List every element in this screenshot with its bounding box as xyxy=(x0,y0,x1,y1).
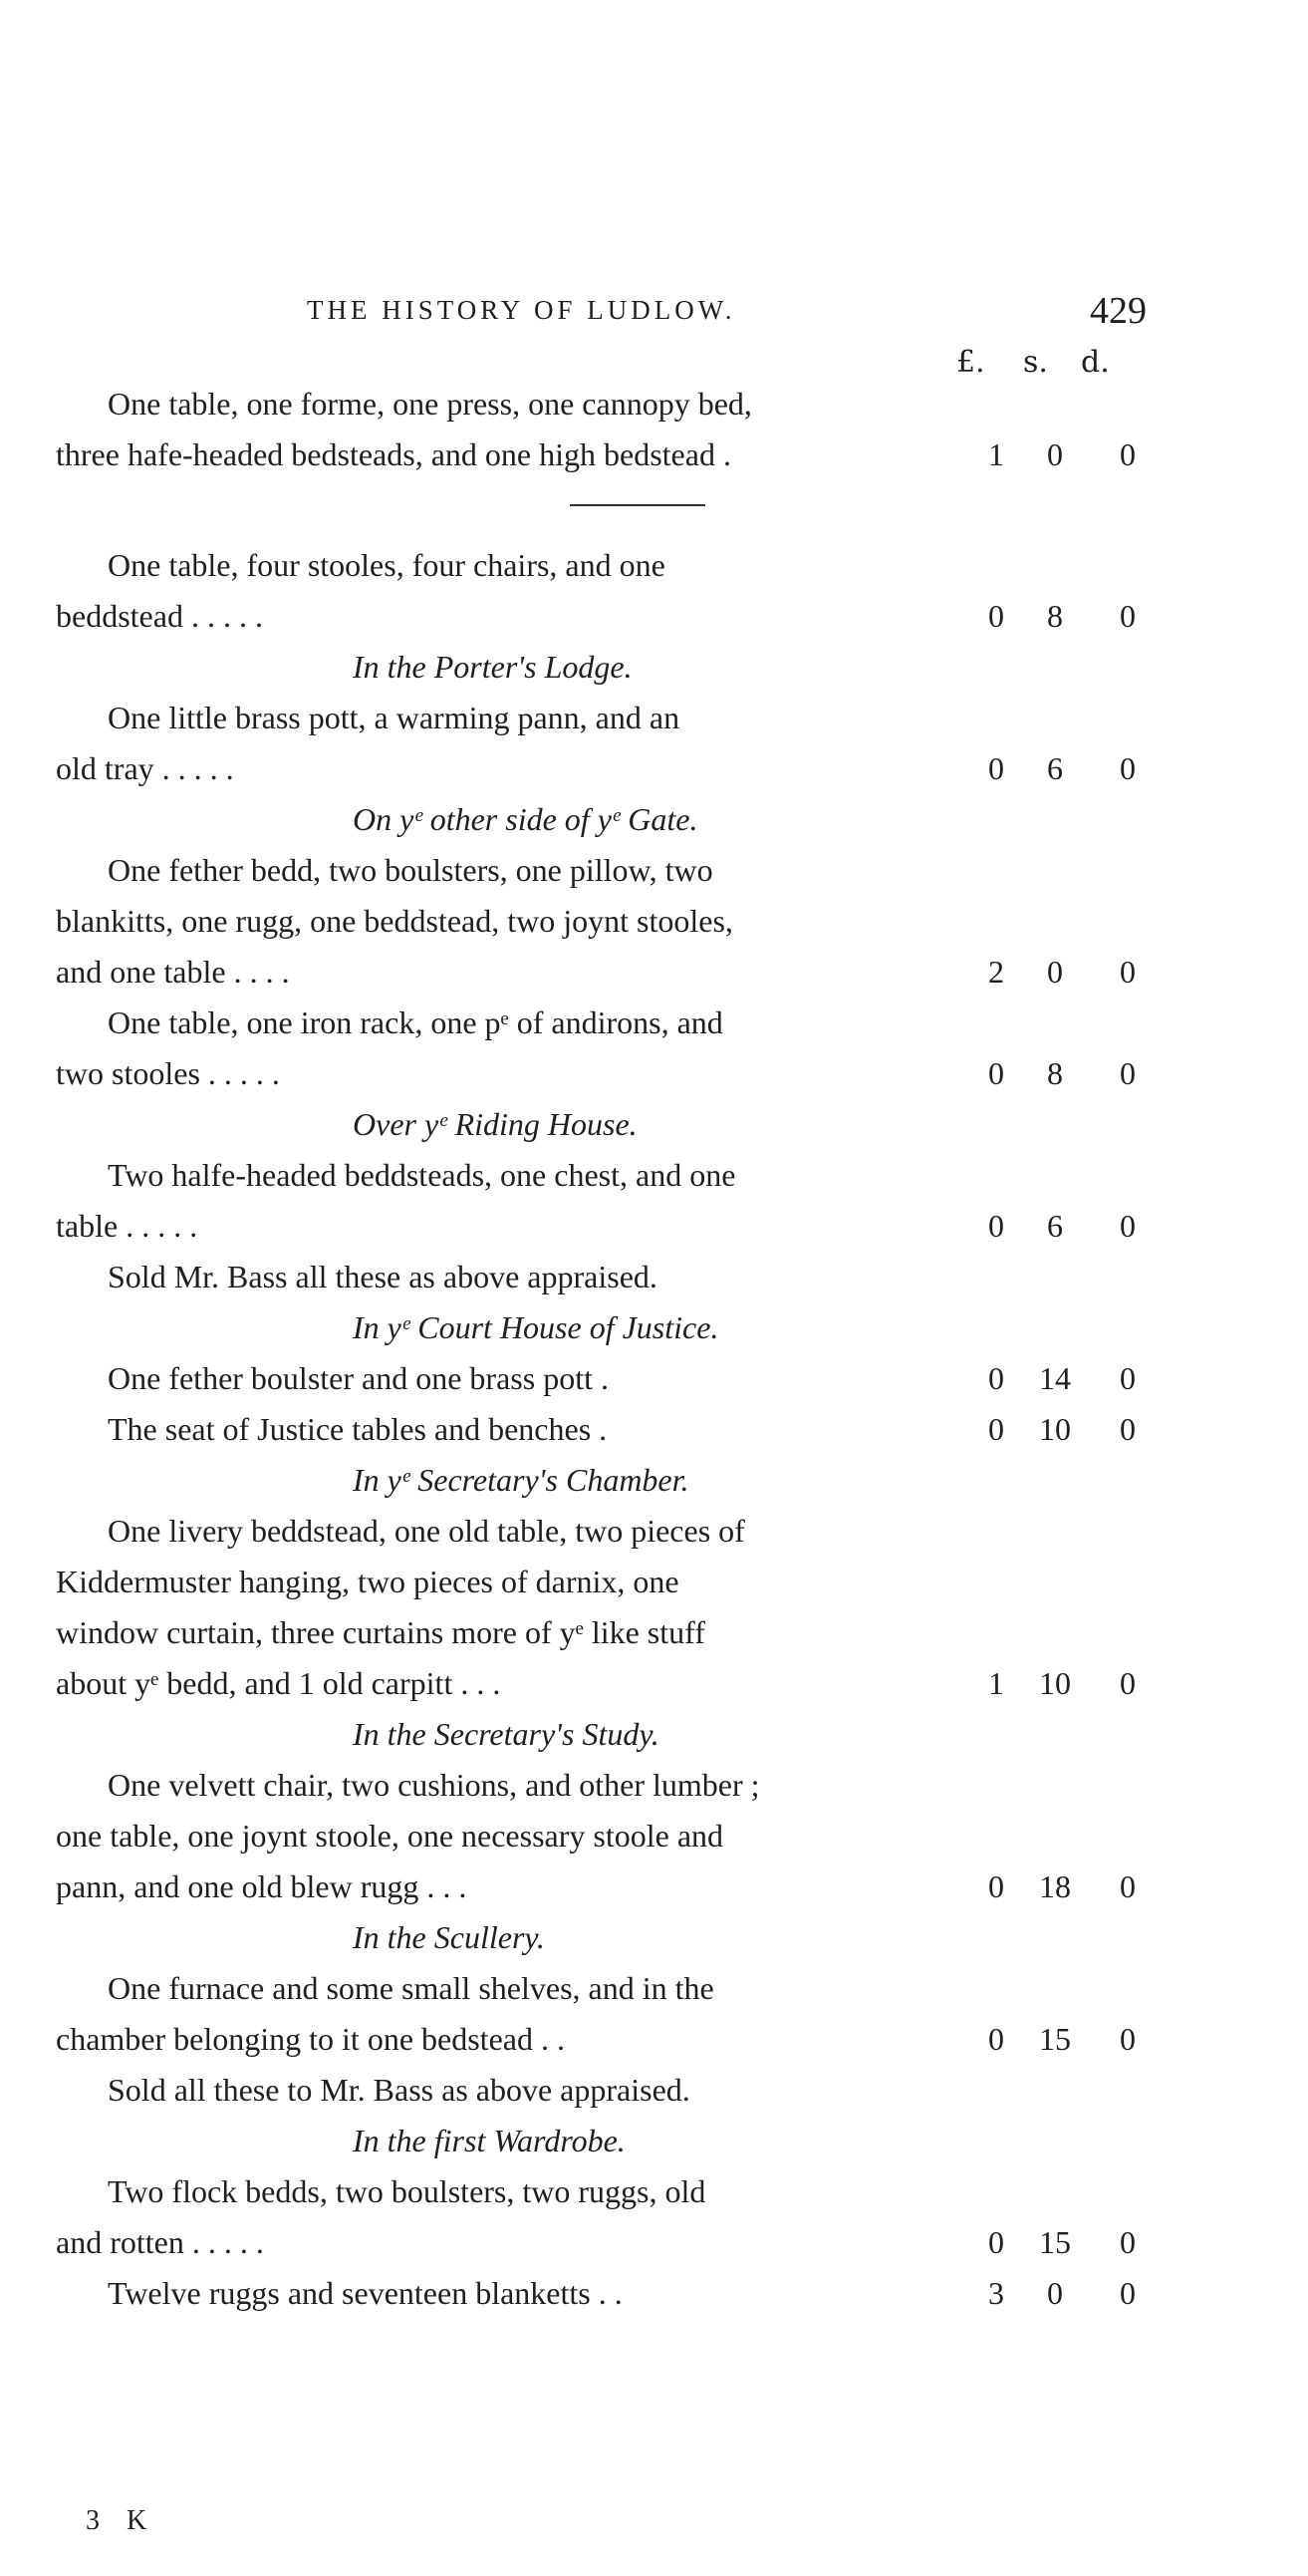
entry-line xyxy=(56,1963,1251,2014)
entry-text: beddstead . . . . . xyxy=(56,598,263,634)
room-heading-text: In the first Wardrobe. xyxy=(353,2123,626,2158)
pence-value: 0 xyxy=(1120,1665,1136,1701)
entry-text: Twelve ruggs and seventeen blanketts . . xyxy=(108,2275,623,2311)
room-heading-text: On yᵉ other side of yᵉ Gate. xyxy=(353,801,698,837)
section-rule xyxy=(56,480,1251,540)
entry-text: One furnace and some small shelves, and in the xyxy=(108,1970,714,2006)
shillings-value: 14 xyxy=(1039,1360,1071,1396)
room-heading-text: Over yᵉ Riding House. xyxy=(353,1106,638,1142)
entry-line xyxy=(56,693,1251,743)
entry-text: chamber belonging to it one bedstead . . xyxy=(56,2021,565,2057)
entry-text: One table, one forme, one press, one cannopy bed, xyxy=(108,386,752,422)
shillings-value: 0 xyxy=(1047,2275,1063,2311)
entry-line xyxy=(56,947,1251,998)
entry-line xyxy=(56,2217,1251,2268)
entry-text: old tray . . . . . xyxy=(56,750,234,786)
running-head xyxy=(0,290,1308,335)
entry-line xyxy=(56,1607,1251,1658)
entry-line xyxy=(56,591,1251,642)
entry-text: and one table . . . . xyxy=(56,954,290,990)
shillings-value: 8 xyxy=(1047,598,1063,634)
entry-text: Kiddermuster hanging, two pieces of darnix, one xyxy=(56,1564,679,1599)
entry-line xyxy=(56,998,1251,1048)
pence-value: 0 xyxy=(1120,1411,1136,1447)
entry-text: One fether boulster and one brass pott . xyxy=(108,1360,609,1396)
pounds-value: 2 xyxy=(988,954,1004,990)
pence-value: 0 xyxy=(1120,598,1136,634)
pounds-value: 0 xyxy=(988,2021,1004,2057)
entry-line xyxy=(56,429,1251,480)
entry-text: table . . . . . xyxy=(56,1208,198,1244)
pence-value: 0 xyxy=(1120,1055,1136,1091)
entry-line xyxy=(56,2268,1251,2319)
entry-text: and rotten . . . . . xyxy=(56,2224,264,2260)
room-heading xyxy=(56,1099,1251,1150)
entry-line xyxy=(56,896,1251,947)
divider xyxy=(570,504,705,506)
pounds-value: 0 xyxy=(988,1360,1004,1396)
shillings-value: 6 xyxy=(1047,1208,1063,1244)
page-number: 429 xyxy=(1090,290,1147,332)
pounds-value: 0 xyxy=(988,598,1004,634)
room-heading xyxy=(56,642,1251,693)
pence-value: 0 xyxy=(1120,1360,1136,1396)
room-heading xyxy=(56,1455,1251,1506)
entry-line xyxy=(56,1557,1251,1607)
entry-line xyxy=(56,1150,1251,1201)
pounds-heading: £. xyxy=(956,345,985,380)
shillings-value: 18 xyxy=(1039,1868,1071,1904)
room-heading-text: In yᵉ Court House of Justice. xyxy=(353,1309,719,1345)
pence-value: 0 xyxy=(1120,2275,1136,2311)
pence-value: 0 xyxy=(1120,750,1136,786)
pence-value: 0 xyxy=(1120,1208,1136,1244)
pounds-value: 0 xyxy=(988,1868,1004,1904)
entry-text: pann, and one old blew rugg . . . xyxy=(56,1868,467,1904)
entry-line xyxy=(56,540,1251,591)
entry-text: one table, one joynt stoole, one necessary stoole and xyxy=(56,1818,724,1854)
signature-mark: 3 K xyxy=(86,2505,157,2536)
entry-text: The seat of Justice tables and benches . xyxy=(108,1411,608,1447)
entry-line xyxy=(56,2065,1251,2116)
inventory-entries xyxy=(56,379,1251,2319)
room-heading-text: In the Porter's Lodge. xyxy=(353,649,633,685)
room-heading xyxy=(56,1912,1251,1963)
room-heading xyxy=(56,2116,1251,2166)
pounds-value: 0 xyxy=(988,750,1004,786)
entry-line xyxy=(56,1353,1251,1404)
entry-text: One little brass pott, a warming pann, and an xyxy=(108,700,680,735)
shillings-value: 15 xyxy=(1039,2224,1071,2260)
shillings-value: 0 xyxy=(1047,436,1063,472)
shillings-value: 0 xyxy=(1047,954,1063,990)
entry-line xyxy=(56,1252,1251,1302)
room-heading xyxy=(56,1709,1251,1760)
entry-text: blankitts, one rugg, one beddstead, two joynt stooles, xyxy=(56,903,733,939)
entry-line xyxy=(56,1861,1251,1912)
entry-line xyxy=(56,1506,1251,1557)
entry-line xyxy=(56,1760,1251,1811)
entry-line xyxy=(56,1048,1251,1099)
entry-text: Two halfe-headed beddsteads, one chest, and one xyxy=(108,1157,736,1193)
pounds-value: 0 xyxy=(988,1411,1004,1447)
pounds-value: 1 xyxy=(988,1665,1004,1701)
shillings-value: 8 xyxy=(1047,1055,1063,1091)
pounds-value: 0 xyxy=(988,1055,1004,1091)
room-heading-text: In yᵉ Secretary's Chamber. xyxy=(353,1462,689,1498)
pence-value: 0 xyxy=(1120,2224,1136,2260)
entry-text: One fether bedd, two boulsters, one pillow, two xyxy=(108,852,713,888)
entry-text: Two flock bedds, two boulsters, two ruggs, old xyxy=(108,2173,706,2209)
entry-text: Sold all these to Mr. Bass as above appraised. xyxy=(108,2072,690,2108)
entry-text: Sold Mr. Bass all these as above appraised. xyxy=(108,1259,657,1294)
shillings-heading: s. xyxy=(1023,345,1048,380)
entry-line xyxy=(56,2014,1251,2065)
shillings-value: 6 xyxy=(1047,750,1063,786)
room-heading-text: In the Secretary's Study. xyxy=(353,1716,659,1752)
entry-line xyxy=(56,1404,1251,1455)
room-heading xyxy=(56,1302,1251,1353)
entry-text: One livery beddstead, one old table, two pieces of xyxy=(108,1513,745,1549)
pence-heading: d. xyxy=(1081,345,1110,380)
pence-value: 0 xyxy=(1120,954,1136,990)
entry-text: two stooles . . . . . xyxy=(56,1055,280,1091)
entry-line xyxy=(56,379,1251,429)
shillings-value: 10 xyxy=(1039,1665,1071,1701)
entry-line xyxy=(56,1658,1251,1709)
shillings-value: 15 xyxy=(1039,2021,1071,2057)
entry-line xyxy=(56,845,1251,896)
pence-value: 0 xyxy=(1120,2021,1136,2057)
room-heading xyxy=(56,794,1251,845)
entry-text: One table, four stooles, four chairs, and one xyxy=(108,547,665,583)
entry-line xyxy=(56,1201,1251,1252)
pence-value: 0 xyxy=(1120,1868,1136,1904)
entry-text: about yᵉ bedd, and 1 old carpitt . . . xyxy=(56,1665,501,1701)
entry-text: One table, one iron rack, one pᵉ of andirons, and xyxy=(108,1004,723,1040)
pounds-value: 0 xyxy=(988,2224,1004,2260)
entry-line xyxy=(56,2166,1251,2217)
entry-line xyxy=(56,743,1251,794)
entry-text: One velvett chair, two cushions, and other lumber ; xyxy=(108,1767,760,1803)
pounds-value: 1 xyxy=(988,436,1004,472)
shillings-value: 10 xyxy=(1039,1411,1071,1447)
pounds-value: 3 xyxy=(988,2275,1004,2311)
pounds-value: 0 xyxy=(988,1208,1004,1244)
entry-text: window curtain, three curtains more of yᵉ like stuff xyxy=(56,1614,705,1650)
entry-line xyxy=(56,1811,1251,1861)
pence-value: 0 xyxy=(1120,436,1136,472)
running-title: THE HISTORY OF LUDLOW. xyxy=(307,295,736,325)
entry-text: three hafe-headed bedsteads, and one high bedstead . xyxy=(56,436,731,472)
room-heading-text: In the Scullery. xyxy=(353,1919,545,1955)
